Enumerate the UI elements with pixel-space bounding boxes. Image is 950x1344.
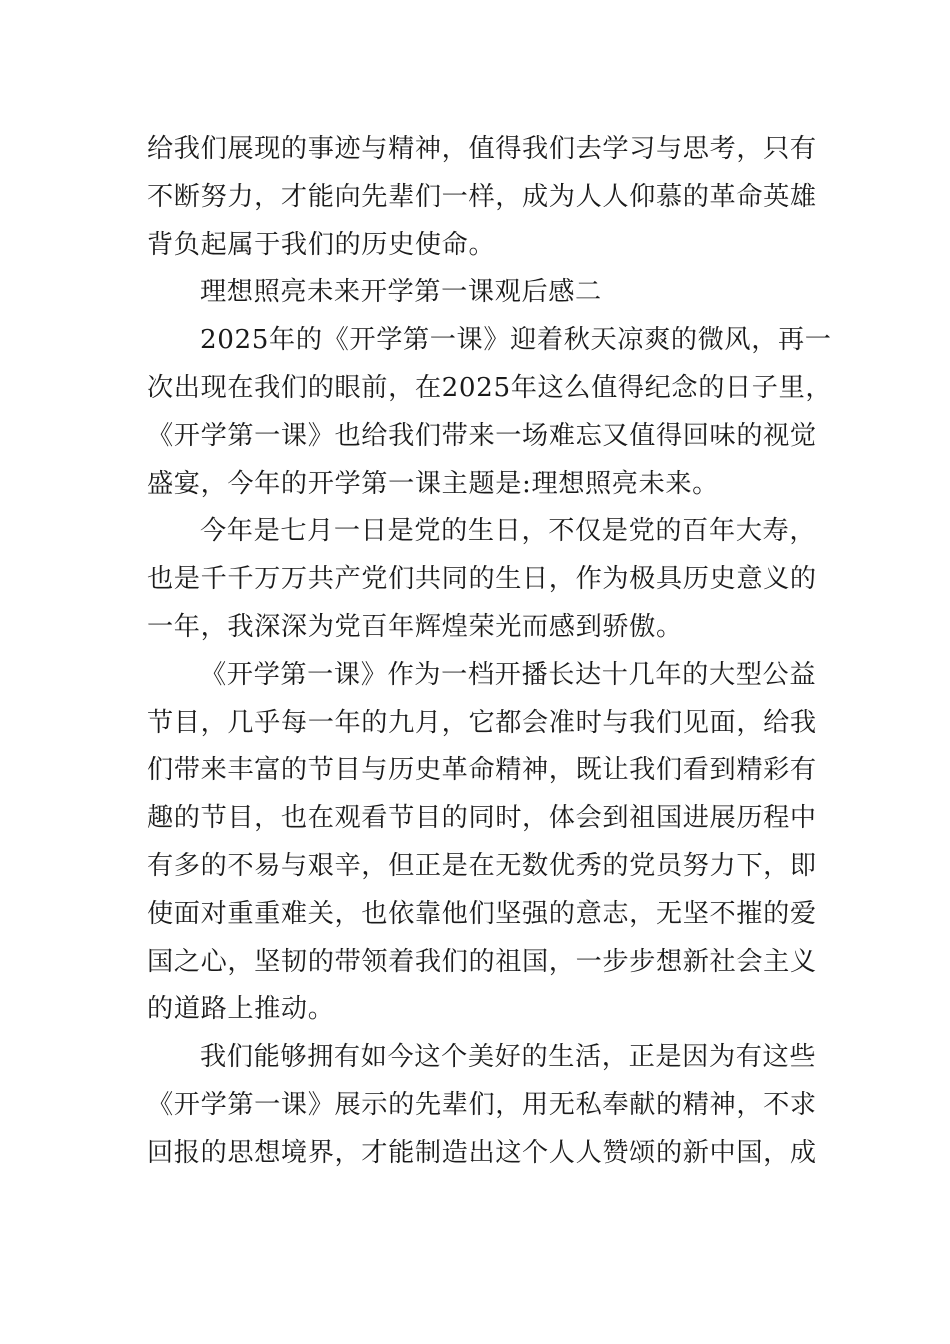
text-line: 回报的思想境界，才能制造出这个人人赞颂的新中国，成	[147, 1137, 817, 1168]
text-line: 背负起属于我们的历史使命。	[147, 229, 496, 260]
document-body	[147, 126, 833, 1178]
text-line: 给我们展现的事迹与精神，值得我们去学习与思考，只有	[147, 134, 817, 164]
section-title: 理想照亮未来开学第一课观后感二	[200, 277, 602, 308]
text-line: 《开学第一课》作为一档开播长达十几年的大型公益	[200, 659, 817, 690]
text-line: 次出现在我们的眼前，在2025年这么值得纪念的日子里，	[147, 372, 833, 403]
text-line: 《开学第一课》展示的先辈们，用无私奉献的精神，不求	[147, 1089, 817, 1120]
paragraph-1	[147, 126, 817, 269]
text-line: 趣的节目，也在观看节目的同时，体会到祖国进展历程中	[147, 803, 817, 834]
text-line: 有多的不易与艰辛，但正是在无数优秀的党员努力下，即	[147, 850, 817, 881]
text-line: 今年是七月一日是党的生日，不仅是党的百年大寿，	[200, 516, 817, 547]
text-line: 《开学第一课》也给我们带来一场难忘又值得回味的视觉	[147, 420, 817, 451]
paragraph-6	[147, 1034, 817, 1177]
text-line: 们带来丰富的节目与历史革命精神，既让我们看到精彩有	[147, 755, 817, 786]
text-line: 2025年的《开学第一课》迎着秋天凉爽的微风，再一	[200, 325, 832, 356]
paragraph-4	[147, 508, 817, 651]
text-line: 盛宴，今年的开学第一课主题是:理想照亮未来。	[147, 468, 719, 499]
text-line: 不断努力，才能向先辈们一样，成为人人仰慕的革命英雄	[147, 181, 817, 212]
text-line: 的道路上推动。	[147, 994, 335, 1025]
paragraph-5	[147, 652, 817, 1034]
text-line: 也是千千万万共产党们共同的生日，作为极具历史意义的	[147, 564, 817, 595]
section-heading	[147, 269, 807, 317]
text-line: 国之心，坚韧的带领着我们的祖国，一步步想新社会主义	[147, 946, 817, 977]
text-line: 节目，几乎每一年的九月，它都会准时与我们见面，给我	[147, 707, 817, 738]
paragraph-3	[147, 317, 833, 508]
text-line: 一年，我深深为党百年辉煌荣光而感到骄傲。	[147, 611, 683, 642]
text-line: 我们能够拥有如今这个美好的生活，正是因为有这些	[200, 1042, 817, 1073]
text-line: 使面对重重难关，也依靠他们坚强的意志，无坚不摧的爱	[147, 898, 817, 929]
